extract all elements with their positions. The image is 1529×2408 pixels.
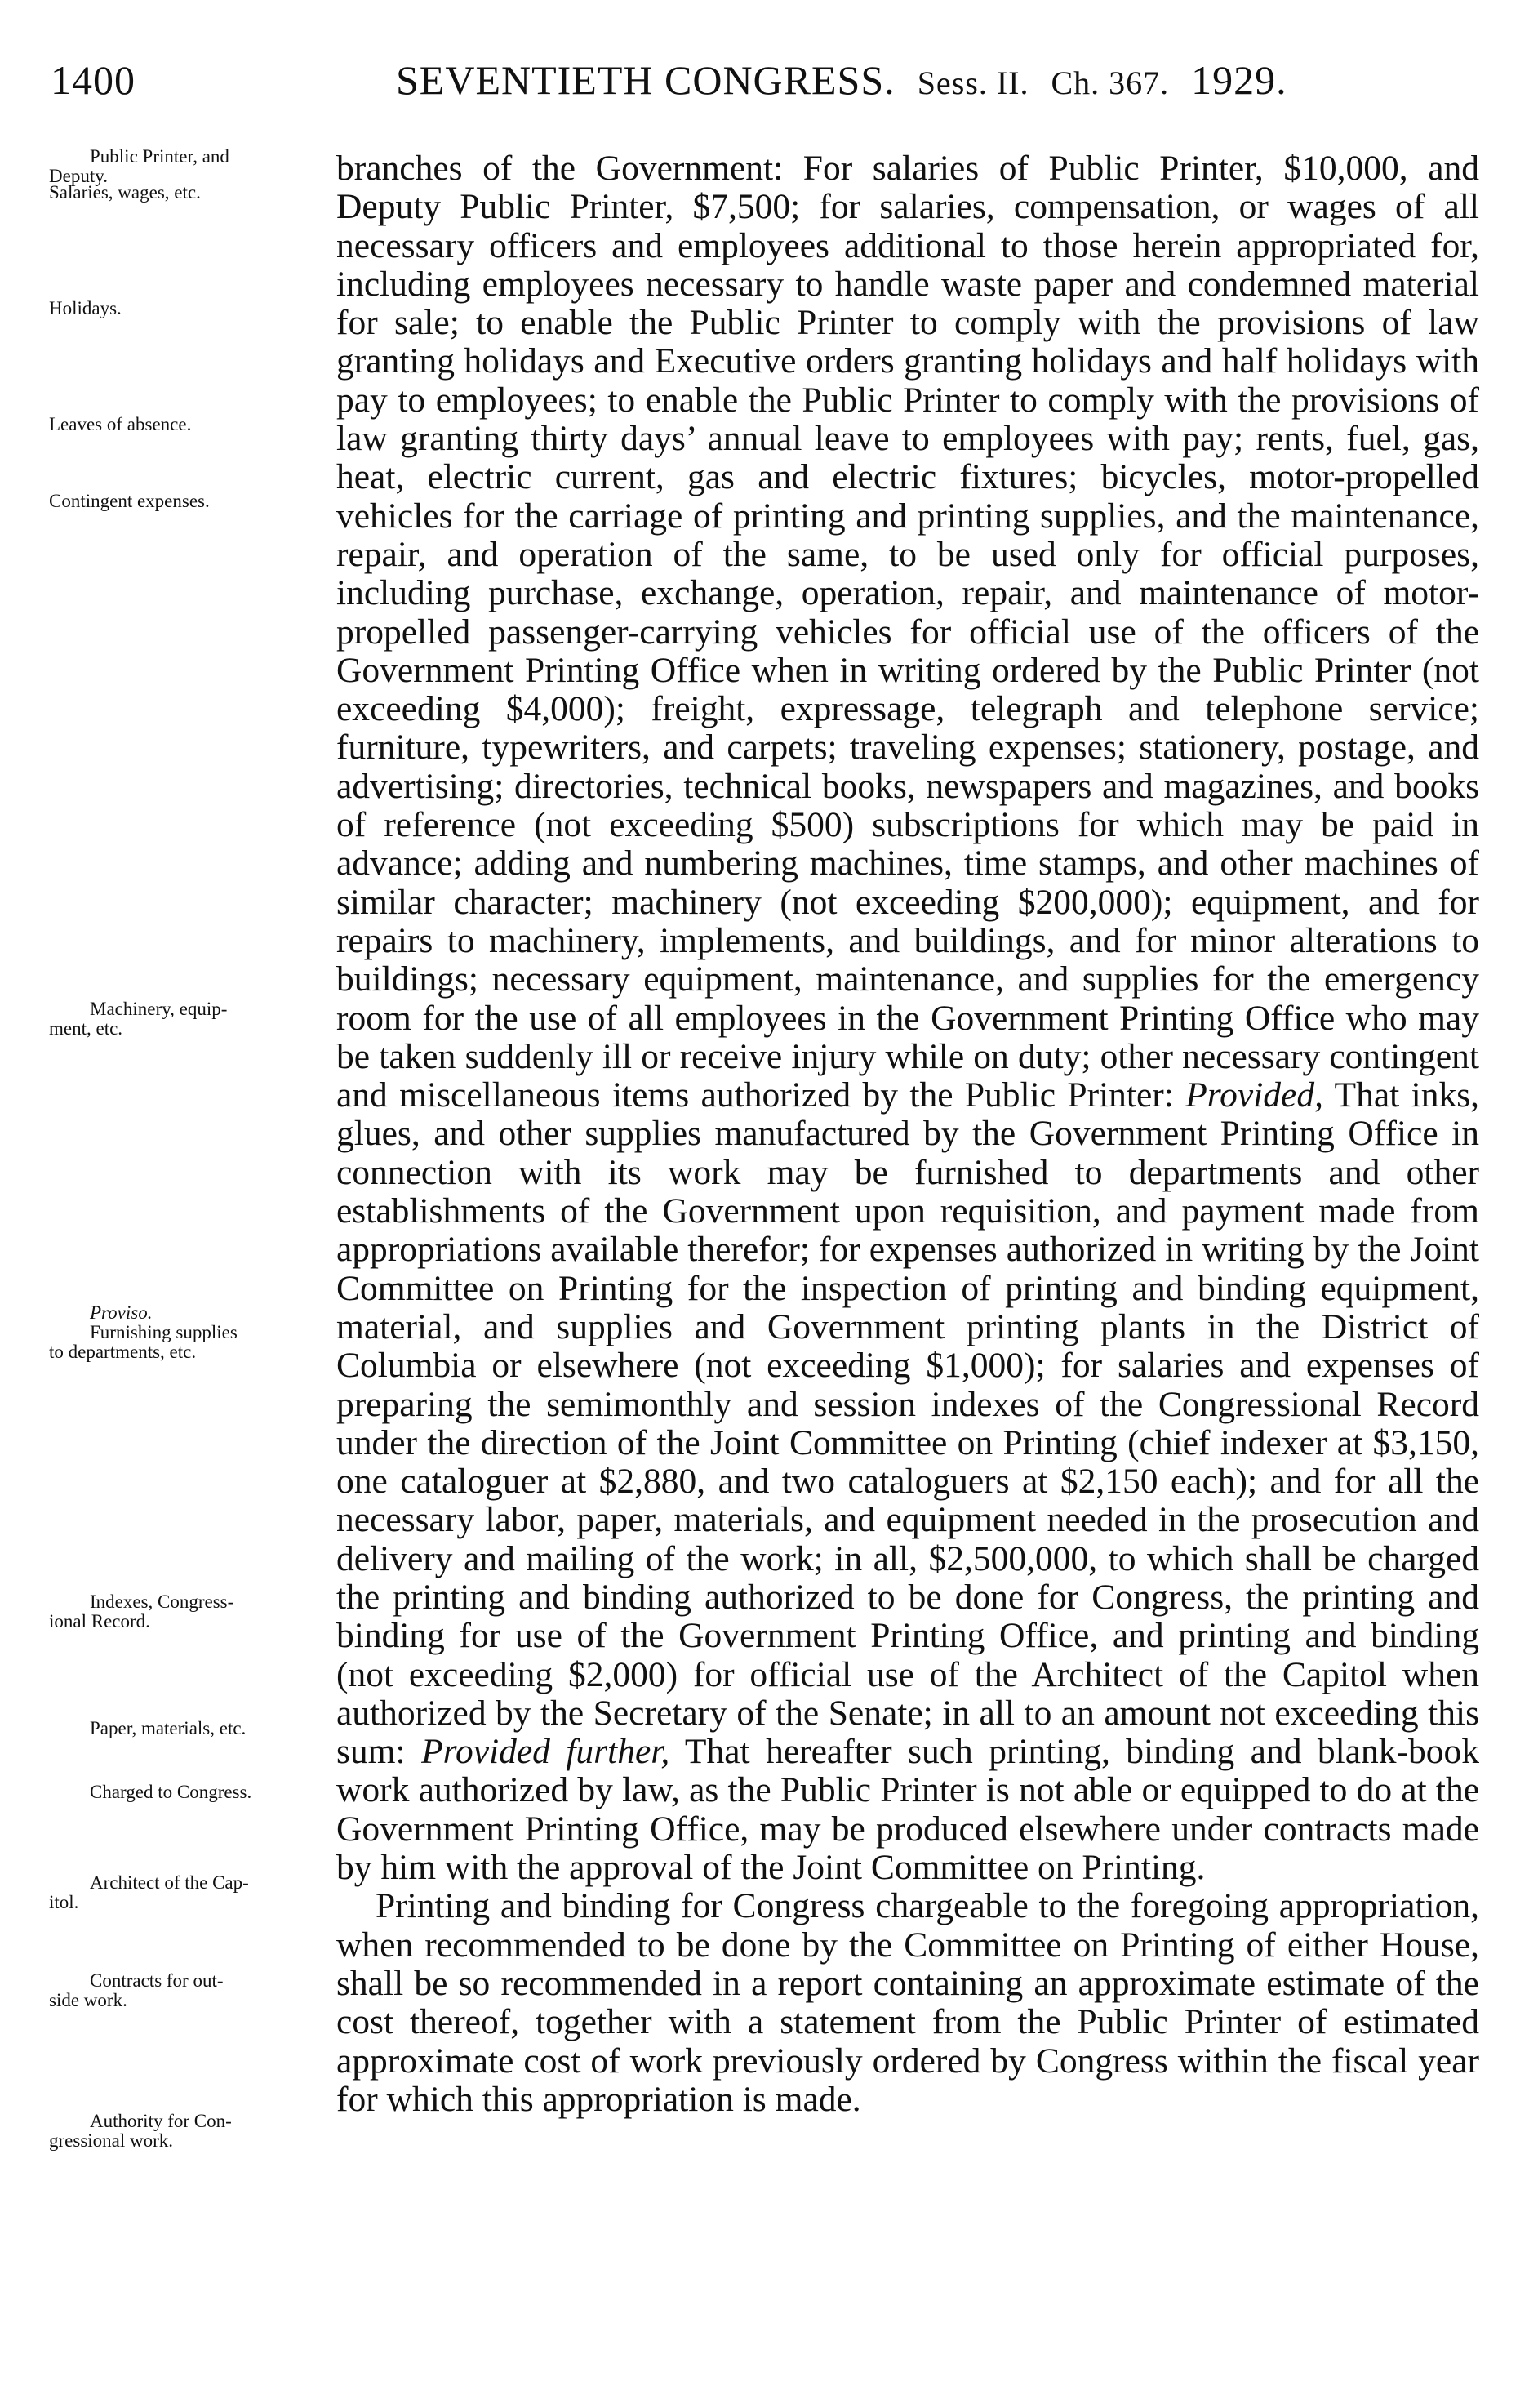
- margin-note-line: Salaries, wages, etc.: [49, 182, 201, 203]
- margin-note-line: Deputy.: [49, 166, 108, 186]
- margin-note-salaries: [49, 183, 327, 203]
- margin-note-indexes: [49, 1592, 327, 1631]
- margin-note-architect: [49, 1873, 327, 1912]
- text-segment: branches of the Government: For salaries of Public Printer, $10,000, and Deputy Public Printer, $7,500; for salaries, compensation, or wages of all necessary officers and employees additional to those herein appropriated for, including employees necessary to handle waste paper and condemned material for sale; to enable the Public Printer to comply with the provisions of law granting holidays and Executive orders granting holidays and half holidays with pay to employees; to enable the Public Printer to comply with the provisions of law granting thirty days’ annual leave to employees with pay; rents, fuel, gas, heat, electric current, gas and electric fixtures; bicycles, motor-propelled vehicles for the carriage of printing and printing supplies, and the maintenance, repair, and operation of the same, to be used only for official purposes, including purchase, exchange, operation, repair, and maintenance of motor-propelled passenger-carrying vehicles for official use of the officers of the Government Printing Office when in writing ordered by the Public Printer (not exceeding $4,000); freight, expressage, telegraph and telephone service; furniture, typewriters, and carpets; traveling expenses; stationery, postage, and advertising; directories, technical books, newspapers and magazines, and books of reference (not exceeding $500) subscriptions for which may be paid in advance; adding and numbering machines, time stamps, and other machines of similar character; machinery (not exceeding $200,000); equipment, and for repairs to machinery, implements, and buildings, and for minor alterations to buildings; necessary equipment, maintenance, and supplies for the emergency room for the use of all employees in the Government Printing Office who may be taken suddenly ill or receive injury while on duty; other necessary contingent and miscellaneous items authorized by the Public Printer:: [336, 149, 1479, 1115]
- margin-note-line: Contracts for out-: [90, 1970, 224, 1991]
- text-segment: That inks, glues, and other supplies manufactured by the Government Printing Office in connection with its work may be furnished to departments and other establishments of the Government upon requisition, and payment made from appropriations available therefor; for expenses authorized in writing by the Joint Committee on Printing for the inspection of printing and binding equipment, material, and supplies and Government printing plants in the District of Columbia or elsewhere (not exceeding $1,000); for salaries and expenses of preparing the semimonthly and session indexes of the Congressional Record under the direction of the Joint Committee on Printing (chief indexer at $3,150, one cataloguer at $2,880, and two cataloguers at $2,150 each); and for all the necessary labor, paper, materials, and equipment needed in the prosecution and delivery and mailing of the work; in all, $2,500,000, to which shall be charged the printing and binding authorized to be done for Congress, the printing and binding for use of the Government Printing Office, and printing and binding (not exceeding $2,000) for official use of the Architect of the Capitol when authorized by the Secretary of the Senate; in all to an amount not exceeding this sum:: [336, 1075, 1479, 1772]
- text-segment: That hereafter such printing, binding and blank-book work authorized by law, as the Public Printer is not able or equipped to do at the Government Printing Office, may be produced elsewhere under contracts made by him with the approval of the Joint Committee on Printing.: [336, 1732, 1480, 1888]
- margin-note-leaves: [49, 415, 327, 434]
- margin-note-authority: [49, 2112, 327, 2151]
- margin-note-line: to departments, etc.: [49, 1342, 197, 1362]
- margin-note-line: ment, etc.: [49, 1018, 123, 1039]
- page-header: [51, 47, 1487, 113]
- margin-note-contingent: [49, 492, 327, 511]
- margin-note-line: Architect of the Cap-: [90, 1872, 249, 1893]
- margin-note-holidays: [49, 299, 327, 318]
- margin-note-line: Charged to Congress.: [90, 1782, 252, 1802]
- margin-note-machinery: [49, 999, 327, 1039]
- proviso-label: Proviso.: [90, 1302, 153, 1323]
- margin-note-line: Machinery, equip-: [90, 999, 228, 1019]
- margin-note-line: ional Record.: [49, 1611, 150, 1631]
- margin-note-line: side work.: [49, 1990, 127, 2010]
- margin-note-line: gressional work.: [49, 2130, 174, 2151]
- margin-note-line: Contingent expenses.: [49, 491, 210, 511]
- margin-note-public-printer: [49, 147, 327, 186]
- margin-note-line: Authority for Con-: [90, 2111, 232, 2131]
- margin-note-line: Furnishing supplies: [90, 1322, 238, 1342]
- margin-note-line: itol.: [49, 1892, 79, 1912]
- congress-title: SEVENTIETH CONGRESS.: [396, 57, 896, 103]
- running-head: [396, 47, 1287, 116]
- margin-note-charged: [49, 1783, 327, 1802]
- margin-note-line: Holidays.: [49, 298, 122, 318]
- margin-note-line: Paper, materials, etc.: [90, 1718, 247, 1738]
- margin-note-line: [49, 1303, 327, 1323]
- paragraph-congressional-work: Printing and binding for Congress chargeable to the foregoing appropriation, when recommended to be done by the Committee on Printing of either House, shall be so recommended in a report containing an approximate estimate of the cost thereof, together with a statement from the Public Printer of estimated approximate cost of work previously ordered by Congress within the fiscal year for which this appropriation is made.: [336, 1886, 1479, 2119]
- margin-note-proviso: [49, 1303, 327, 1362]
- provided-label: Provided,: [1185, 1075, 1323, 1115]
- margin-note-paper: [49, 1719, 327, 1738]
- margin-note-contracts: [49, 1971, 327, 2010]
- page-number: 1400: [51, 57, 136, 103]
- margin-note-line: Leaves of absence.: [49, 414, 192, 434]
- main-text: [336, 149, 1479, 2119]
- margin-note-line: Indexes, Congress-: [90, 1591, 234, 1612]
- session-label: Sess. II.: [917, 65, 1029, 101]
- provided-further-label: Provided further,: [421, 1732, 670, 1772]
- year-label: 1929.: [1191, 57, 1287, 103]
- paragraph-appropriation: [336, 149, 1479, 1887]
- margin-note-line: Public Printer, and: [90, 146, 229, 167]
- chapter-label: Ch. 367.: [1051, 65, 1170, 101]
